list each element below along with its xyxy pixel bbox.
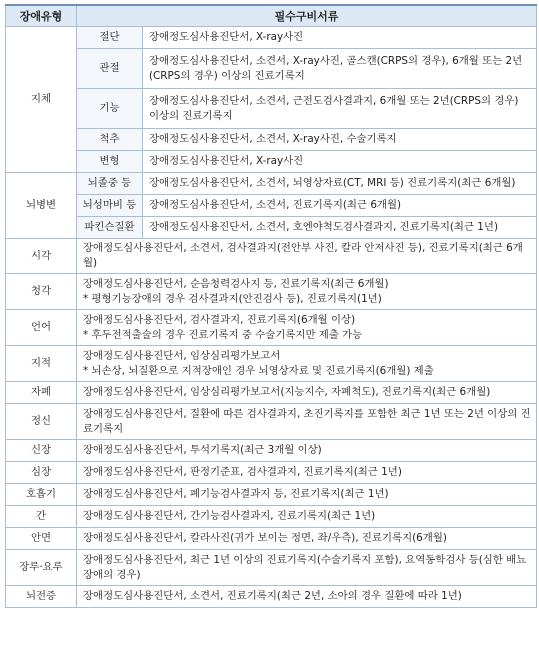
category-label: 호흡기 bbox=[6, 484, 77, 506]
documents-cell: 장애정도심사용진단서, 소견서, 진료기록지(최근 6개월) bbox=[143, 195, 537, 217]
table-row bbox=[6, 528, 537, 550]
table-row bbox=[6, 49, 537, 89]
documents-cell: 장애정도심사용진단서, 소견서, X-ray사진, 수술기록지 bbox=[143, 129, 537, 151]
documents-cell bbox=[77, 382, 537, 404]
category-label: 청각 bbox=[6, 274, 77, 310]
category-label: 간 bbox=[6, 506, 77, 528]
table-row bbox=[6, 129, 537, 151]
documents-cell: 장애정도심사용진단서, X-ray사진 bbox=[143, 27, 537, 49]
subcategory-label: 절단 bbox=[77, 27, 143, 49]
table-row bbox=[6, 173, 537, 195]
documents-text: 장애정도심사용진단서, 최근 1년 이상의 진료기록지(수술기록지 포함), 요역동학검사 등(심한 배뇨장애의 경우) bbox=[83, 553, 527, 581]
subcategory-label: 변형 bbox=[77, 151, 143, 173]
documents-cell bbox=[77, 550, 537, 586]
subcategory-label: 파킨슨질환 bbox=[77, 217, 143, 239]
table-row bbox=[6, 550, 537, 586]
documents-note: * 평형기능장애의 경우 검사결과지(안진검사 등), 진료기록지(1년) bbox=[83, 292, 382, 305]
category-label: 정신 bbox=[6, 404, 77, 440]
documents-text: 장애정도심사용진단서, 검사결과지, 진료기록지(6개월 이상) bbox=[83, 313, 356, 326]
table-row bbox=[6, 89, 537, 129]
documents-cell bbox=[77, 462, 537, 484]
table-row bbox=[6, 506, 537, 528]
documents-cell: 장애정도심사용진단서, 소견서, 호엔야척도검사결과지, 진료기록지(최근 1년) bbox=[143, 217, 537, 239]
category-label-brain: 뇌병변 bbox=[6, 173, 77, 239]
category-label: 신장 bbox=[6, 440, 77, 462]
subcategory-label: 뇌졸중 등 bbox=[77, 173, 143, 195]
header-required-documents: 필수구비서류 bbox=[77, 5, 537, 27]
table-row bbox=[6, 462, 537, 484]
table-row bbox=[6, 484, 537, 506]
table-row bbox=[6, 195, 537, 217]
documents-cell bbox=[77, 310, 537, 346]
documents-text: 장애정도심사용진단서, 순음청력검사지 등, 진료기록지(최근 6개월) bbox=[83, 277, 389, 290]
category-label: 언어 bbox=[6, 310, 77, 346]
table-row bbox=[6, 404, 537, 440]
documents-note: * 후두전적출술의 경우 진료기록지 중 수술기록지만 제출 가능 bbox=[83, 328, 363, 341]
table-row bbox=[6, 274, 537, 310]
subcategory-label: 뇌성마비 등 bbox=[77, 195, 143, 217]
documents-cell bbox=[77, 346, 537, 382]
required-documents-table bbox=[5, 4, 537, 608]
table-row bbox=[6, 310, 537, 346]
subcategory-label: 척추 bbox=[77, 129, 143, 151]
documents-cell: 장애정도심사용진단서, X-ray사진 bbox=[143, 151, 537, 173]
table-row bbox=[6, 239, 537, 274]
documents-cell: 장애정도심사용진단서, 소견서, 뇌영상자료(CT, MRI 등) 진료기록지(최근 6개월) bbox=[143, 173, 537, 195]
subcategory-label: 관절 bbox=[77, 49, 143, 89]
table-row bbox=[6, 382, 537, 404]
category-label: 안면 bbox=[6, 528, 77, 550]
documents-text: 장애정도심사용진단서, 소견서, 진료기록지(최근 2년, 소아의 경우 질환에 따라 1년) bbox=[83, 590, 462, 602]
table-row bbox=[6, 27, 537, 49]
header-disability-type: 장애유형 bbox=[6, 5, 77, 27]
documents-note: * 뇌손상, 뇌질환으로 지적장애인 경우 뇌영상자료 및 진료기록지(6개월) 제출 bbox=[83, 364, 434, 377]
category-label: 자폐 bbox=[6, 382, 77, 404]
table-row bbox=[6, 346, 537, 382]
category-label: 지적 bbox=[6, 346, 77, 382]
documents-text: 장애정도심사용진단서, 폐기능검사결과지 등, 진료기록지(최근 1년) bbox=[83, 488, 389, 500]
documents-text: 장애정도심사용진단서, 질환에 따른 검사결과지, 초진기록지를 포함한 최근 1년 또는 2년 이상의 진료기록지 bbox=[83, 407, 531, 435]
table-row bbox=[6, 217, 537, 239]
documents-text: 장애정도심사용진단서, 칼라사진(귀가 보이는 정면, 좌/우측), 진료기록지(6개월) bbox=[83, 532, 447, 544]
category-label-body: 지체 bbox=[6, 27, 77, 173]
documents-cell bbox=[77, 586, 537, 608]
documents-text: 장애정도심사용진단서, 임상심리평가보고서(지능지수, 자폐척도), 진료기록지(최근 6개월) bbox=[83, 386, 491, 398]
documents-text: 장애정도심사용진단서, 판정기준표, 검사결과지, 진료기록지(최근 1년) bbox=[83, 466, 402, 478]
category-label: 뇌전증 bbox=[6, 586, 77, 608]
documents-cell bbox=[77, 440, 537, 462]
documents-cell bbox=[77, 274, 537, 310]
required-documents-table-container bbox=[5, 4, 536, 608]
documents-cell bbox=[77, 506, 537, 528]
table-header-row bbox=[6, 5, 537, 27]
documents-cell: 장애정도심사용진단서, 소견서, 근전도검사결과지, 6개월 또는 2년(CRPS의 경우) 이상의 진료기록지 bbox=[143, 89, 537, 129]
category-label: 장루·요루 bbox=[6, 550, 77, 586]
category-label: 시각 bbox=[6, 239, 77, 274]
documents-text: 장애정도심사용진단서, 간기능검사결과지, 진료기록지(최근 1년) bbox=[83, 510, 376, 522]
documents-text: 장애정도심사용진단서, 임상심리평가보고서 bbox=[83, 349, 281, 362]
table-row bbox=[6, 151, 537, 173]
documents-cell bbox=[77, 484, 537, 506]
category-label: 심장 bbox=[6, 462, 77, 484]
documents-cell bbox=[77, 404, 537, 440]
documents-cell: 장애정도심사용진단서, 소견서, X-ray사진, 골스캔(CRPS의 경우), 6개월 또는 2년(CRPS의 경우) 이상의 진료기록지 bbox=[143, 49, 537, 89]
documents-text: 장애정도심사용진단서, 투석기록지(최근 3개월 이상) bbox=[83, 444, 322, 456]
subcategory-label: 기능 bbox=[77, 89, 143, 129]
table-row bbox=[6, 440, 537, 462]
documents-cell bbox=[77, 239, 537, 274]
documents-text: 장애정도심사용진단서, 소견서, 검사결과지(전안부 사진, 칼라 안저사진 등), 진료기록지(최근 6개월) bbox=[83, 242, 523, 269]
table-row bbox=[6, 586, 537, 608]
documents-cell bbox=[77, 528, 537, 550]
